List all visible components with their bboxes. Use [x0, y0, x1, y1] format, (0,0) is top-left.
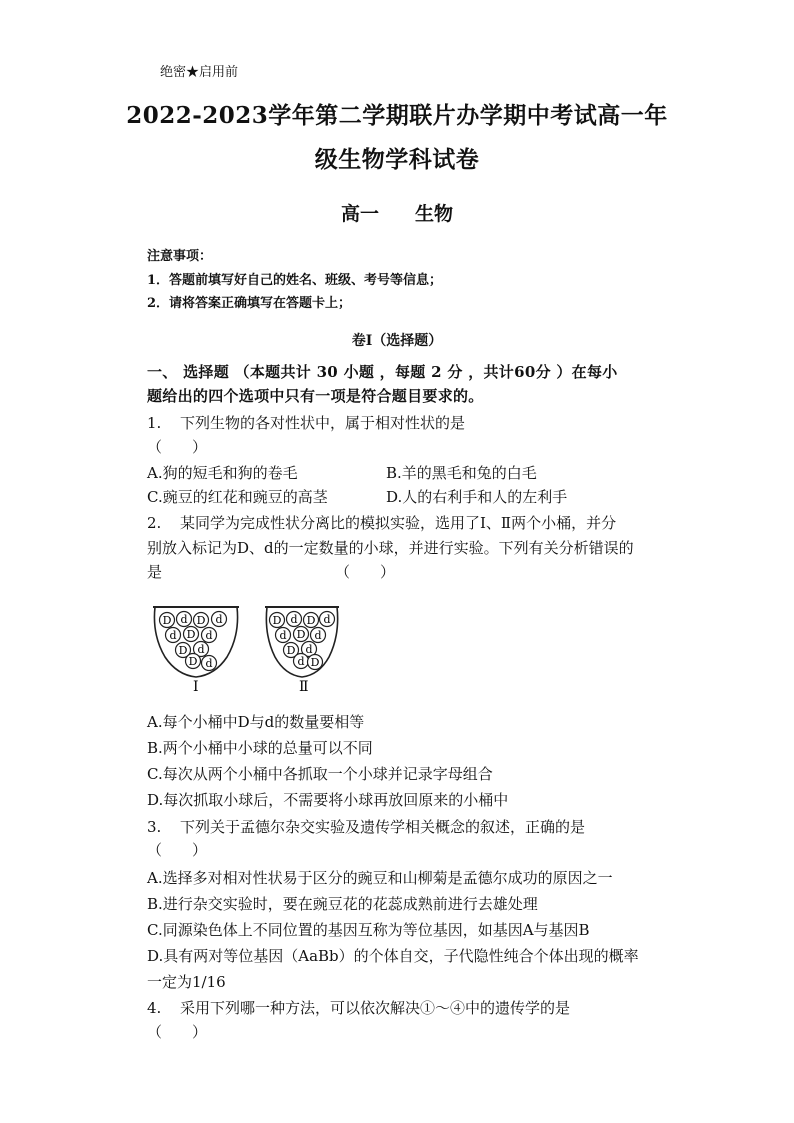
- option-b: B.进行杂交实验时，要在豌豆花的花蕊成熟前进行去雄处理: [147, 895, 538, 913]
- option-b: B.两个小桶中小球的总量可以不同: [147, 739, 373, 757]
- question-text: 某同学为完成性状分离比的模拟实验，选用了Ⅰ、Ⅱ两个小桶，并分: [180, 514, 617, 532]
- section-heading-line-1: 一、 选择题 （本题共计 30 小题 ，每题 2 分 ，共计60分 ）在每小: [147, 363, 618, 381]
- answer-paren: （ ）: [147, 438, 208, 456]
- ball-label: D: [306, 614, 316, 627]
- ball-label: d: [290, 613, 298, 626]
- question-text: 下列生物的各对性状中，属于相对性状的是: [180, 414, 466, 432]
- ball-label: D: [186, 628, 196, 641]
- option-d-continued: 一定为1/16: [147, 973, 226, 991]
- question-number: 2.: [147, 514, 162, 532]
- ball-label: d: [215, 613, 223, 626]
- bucket-diagram: [145, 595, 345, 695]
- option-d: D.人的右利手和人的左利手: [386, 488, 568, 506]
- ball-label: d: [205, 657, 213, 670]
- ball-label: d: [205, 629, 213, 642]
- question-2-stem: [147, 513, 616, 533]
- option-a: A.选择多对相对性状易于区分的豌豆和山柳菊是孟德尔成功的原因之一: [147, 869, 613, 887]
- question-text-continued: 是: [147, 563, 163, 581]
- bucket-2-label: Ⅱ: [299, 679, 309, 695]
- subject-line: [0, 204, 794, 224]
- notice-heading: 注意事项：: [147, 249, 213, 264]
- notice-item: 2．请将答案正确填写在答题卡上；: [147, 296, 352, 311]
- ball-label: D: [286, 644, 296, 657]
- question-number: 3.: [147, 818, 162, 836]
- bucket-2-shape: [265, 607, 339, 677]
- bucket-1: [153, 607, 239, 677]
- ball-label: d: [305, 643, 313, 656]
- ball-label: D: [296, 628, 306, 641]
- option-d: D.每次抓取小球后，不需要将小球再放回原来的小桶中: [147, 791, 509, 809]
- confidential-mark: 绝密★启用前: [160, 65, 239, 80]
- grade-label: 高一: [340, 203, 379, 225]
- option-c: C.豌豆的红花和豌豆的高茎: [147, 488, 328, 506]
- ball-label: d: [197, 643, 205, 656]
- option-c: C.每次从两个小桶中各抓取一个小球并记录字母组合: [147, 765, 493, 783]
- course-label: 生物: [415, 203, 454, 225]
- ball-label: d: [279, 629, 287, 642]
- part-heading: 卷I（选择题）: [351, 333, 443, 349]
- ball-label: d: [323, 613, 331, 626]
- title-line-1: 2022-2023学年第二学期联片办学期中考试高一年: [126, 102, 668, 129]
- option-a: A.狗的短毛和狗的卷毛: [147, 464, 298, 482]
- ball-label: d: [297, 655, 305, 668]
- question-text: 采用下列哪一种方法，可以依次解决①～④中的遗传学的是: [180, 999, 571, 1017]
- ball-label: d: [314, 629, 322, 642]
- question-text-continued: 别放入标记为D、d的一定数量的小球，并进行实验。下列有关分析错误的: [147, 539, 634, 557]
- option-a: A.每个小桶中D与d的数量要相等: [147, 713, 365, 731]
- question-text: 下列关于孟德尔杂交实验及遗传学相关概念的叙述，正确的是: [180, 818, 586, 836]
- ball-label: d: [180, 613, 188, 626]
- bucket-1-label: Ⅰ: [193, 679, 199, 695]
- option-b: B.羊的黑毛和兔的白毛: [386, 464, 537, 482]
- question-number: 1.: [147, 414, 162, 432]
- answer-paren: （ ）: [335, 563, 396, 581]
- notice-item: 1．答题前填写好自己的姓名、班级、考号等信息；: [147, 273, 443, 288]
- ball-label: D: [310, 656, 320, 669]
- ball-label: D: [178, 644, 188, 657]
- question-4-stem: [147, 998, 570, 1018]
- ball-label: D: [196, 614, 206, 627]
- option-c: C.同源染色体上不同位置的基因互称为等位基因，如基因A与基因B: [147, 921, 590, 939]
- ball-label: D: [272, 614, 282, 627]
- question-1-stem: [147, 413, 465, 433]
- question-3-stem: [147, 817, 585, 837]
- section-heading-line-2: 题给出的四个选项中只有一项是符合题目要求的。: [147, 387, 484, 405]
- ball-label: D: [188, 655, 198, 668]
- option-d: D.具有两对等位基因（AaBb）的个体自交，子代隐性纯合个体出现的概率: [147, 947, 639, 965]
- answer-paren: （ ）: [147, 1023, 208, 1041]
- answer-paren: （ ）: [147, 841, 208, 859]
- ball-label: D: [162, 614, 172, 627]
- ball-label: d: [169, 629, 177, 642]
- question-number: 4.: [147, 999, 162, 1017]
- title-line-2: 级生物学科试卷: [314, 146, 480, 173]
